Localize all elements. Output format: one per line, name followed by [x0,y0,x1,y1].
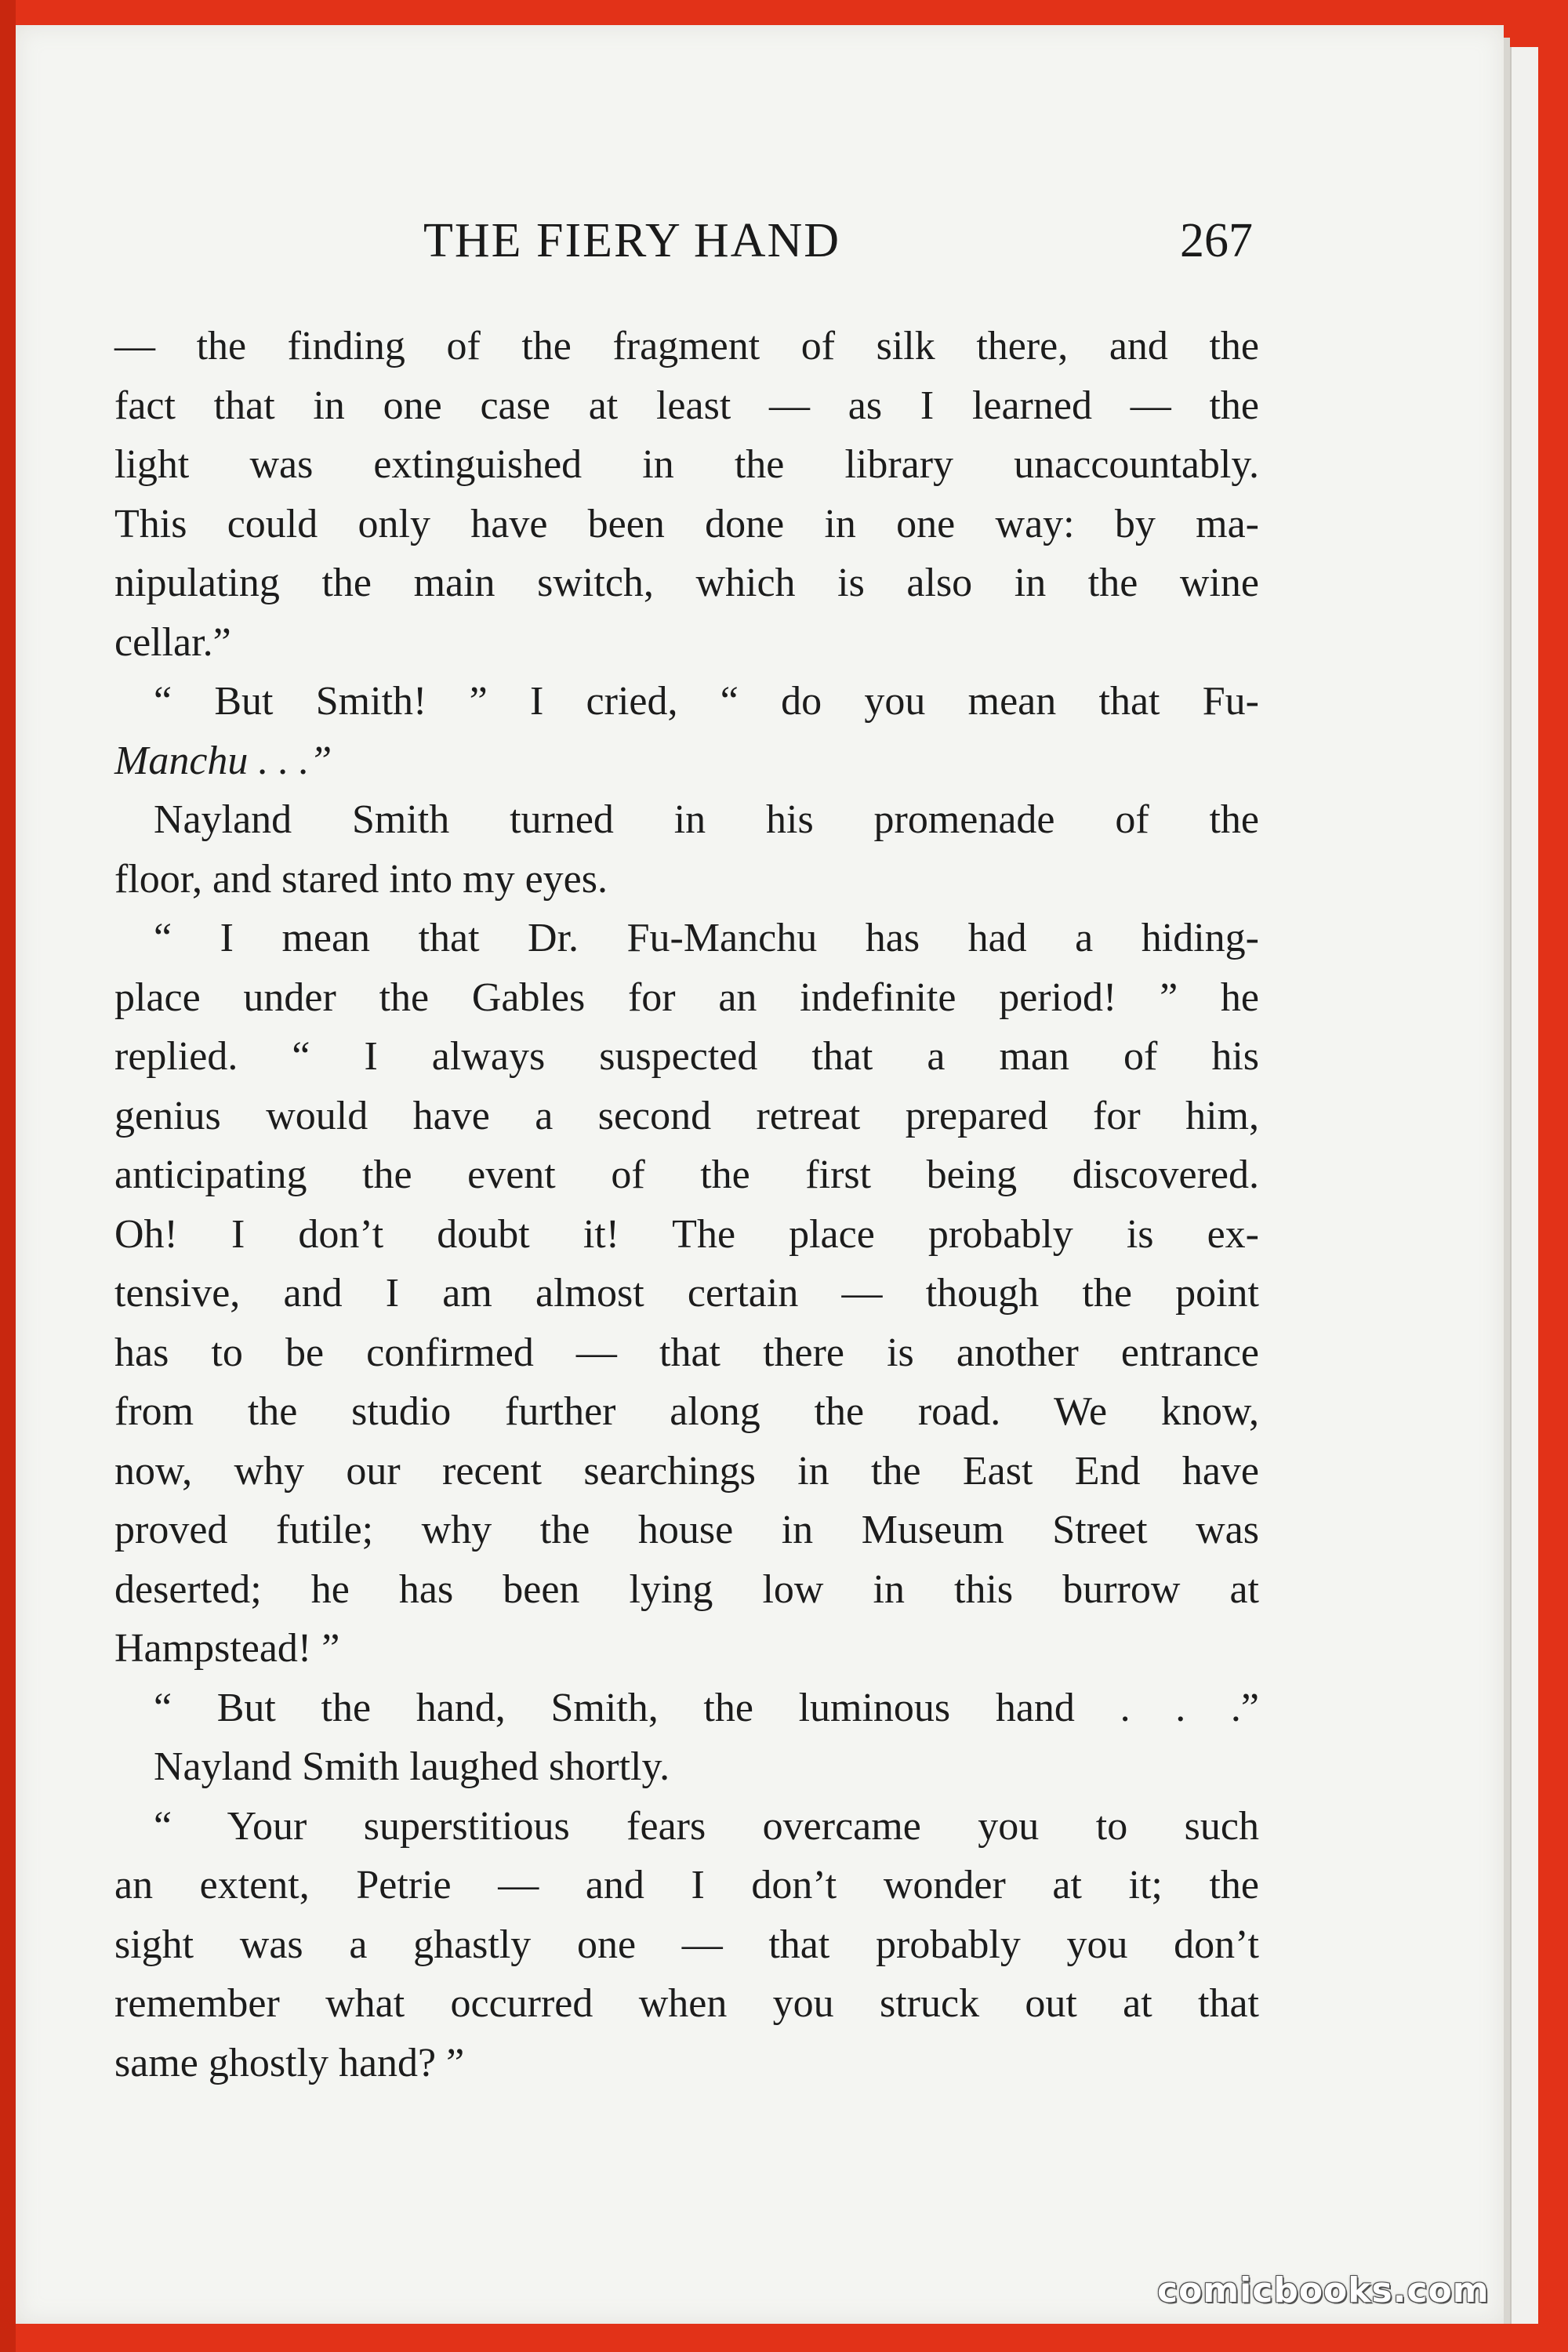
text-line: remember what occurred when you struck out at that [114,1981,1259,2026]
text-line: genius would have a second retreat prepared for him, [114,1093,1259,1138]
text-line: tensive, and I am almost certain — though the point [114,1271,1259,1316]
text-line: cellar.” [114,619,231,665]
text-line: floor, and stared into my eyes. [114,856,608,902]
text-line: light was extinguished in the library unaccountably. [114,442,1259,487]
text-line: Manchu . . .” [114,738,332,783]
text-line: replied. “ I always suspected that a man of his [114,1034,1259,1079]
text-line: This could only have been done in one way: by ma- [114,501,1259,546]
text-line: “ I mean that Dr. Fu-Manchu has had a hiding- [154,916,1259,960]
text-line: has to be confirmed — that there is another entrance [114,1330,1259,1375]
text-line: Nayland Smith laughed shortly. [154,1744,670,1789]
text-line: “ Your superstitious fears overcame you to such [154,1803,1259,1849]
page-stack-edge [1510,47,1538,2324]
text-line: an extent, Petrie — and I don’t wonder at it; the [114,1863,1259,1907]
text-line: proved futile; why the house in Museum Street was [114,1508,1259,1552]
text-line: “ But Smith! ” I cried, “ do you mean that Fu- [154,679,1259,724]
text-line: Nayland Smith turned in his promenade of the [154,797,1259,842]
text-line: “ But the hand, Smith, the luminous hand . . .” [154,1685,1259,1730]
watermark: comicbooks.com [1157,2270,1490,2310]
text-line: same ghostly hand? ” [114,2040,465,2085]
text-line: now, why our recent searchings in the East End have [114,1448,1259,1494]
text-line: Oh! I don’t doubt it! The place probably is ex- [114,1211,1259,1257]
text-line: from the studio further along the road. We know, [114,1389,1259,1434]
text-line: nipulating the main switch, which is also in the wine [114,561,1259,605]
text-line: sight was a ghastly one — that probably you don’t [114,1922,1259,1967]
body-text [114,317,1259,2092]
text-line: place under the Gables for an indefinite period! ” he [114,975,1259,1020]
page-gutter-shadow [1504,38,1510,2324]
text-line: fact that in one case at least — as I learned — the [114,383,1259,428]
text-line: Hampstead! ” [114,1626,340,1671]
text-line: anticipating the event of the first being discovered. [114,1152,1259,1197]
text-line: — the finding of the fragment of silk there, and the [114,324,1259,368]
running-head-title: THE FIERY HAND [423,214,841,267]
text-line: deserted; he has been lying low in this burrow at [114,1566,1259,1612]
page-number: 267 [1180,214,1253,267]
book-page [16,25,1504,2324]
book-cover-edge [0,0,16,2352]
running-head [94,213,1270,276]
